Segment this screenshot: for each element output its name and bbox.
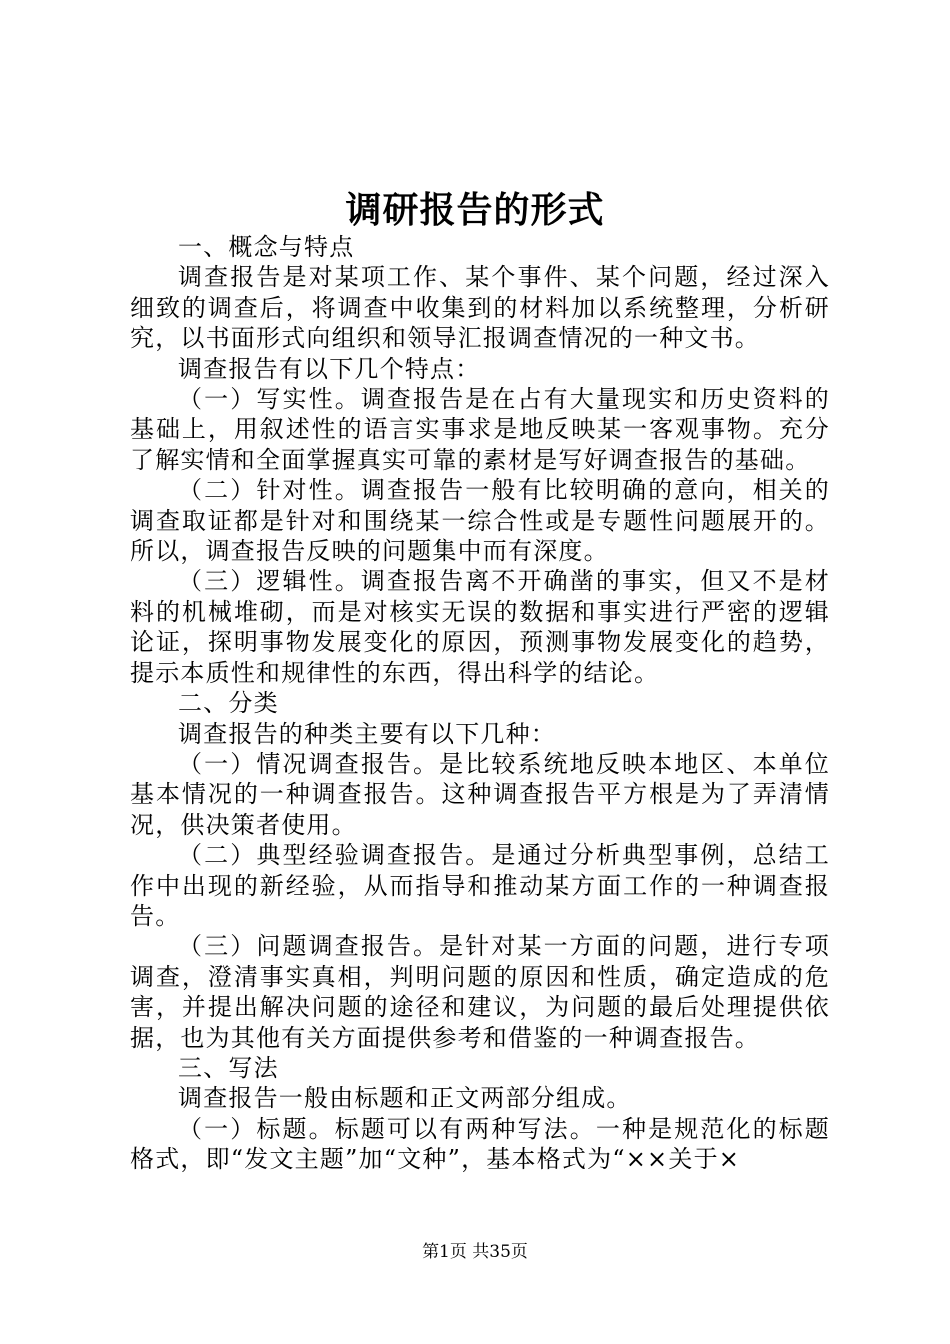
paragraph-section-heading: 二、分类	[178, 689, 279, 718]
document-body	[130, 232, 830, 1175]
paragraph: （三）问题调查报告。是针对某一方面的问题，进行专项调查，澄清事实真相，判明问题的原因和性质，确定造成的危害，并提出解决问题的途径和建议，为问题的最后处理提供依据，也为其他有关方面提供参考和借鉴的一种调查报告。	[130, 932, 830, 1052]
document-title: 调研报告的形式	[345, 189, 605, 231]
page-number-footer: 第1页 共35页	[422, 1242, 528, 1262]
paragraph: 调查报告有以下几个特点：	[178, 354, 481, 383]
paragraph: （一）标题。标题可以有两种写法。一种是规范化的标题格式，即“发文主题”加“文种”，基本格式为“××关于×	[130, 1114, 830, 1174]
paragraph: （二）典型经验调查报告。是通过分析典型事例，总结工作中出现的新经验，从而指导和推动某方面工作的一种调查报告。	[130, 841, 830, 930]
paragraph: （一）情况调查报告。是比较系统地反映本地区、本单位基本情况的一种调查报告。这种调查报告平方根是为了弄清情况，供决策者使用。	[130, 749, 830, 839]
paragraph: （一）写实性。调查报告是在占有大量现实和历史资料的基础上，用叙述性的语言实事求是地反映某一客观事物。充分了解实情和全面掌握真实可靠的素材是写好调查报告的基础。	[130, 385, 830, 474]
paragraph: 调查报告是对某项工作、某个事件、某个问题，经过深入细致的调查后，将调查中收集到的材料加以系统整理，分析研究，以书面形式向组织和领导汇报调查情况的一种文书。	[130, 263, 830, 353]
paragraph-section-heading: 三、写法	[178, 1053, 279, 1082]
paragraph: （三）逻辑性。调查报告离不开确凿的事实，但又不是材料的机械堆砌，而是对核实无误的数据和事实进行严密的逻辑论证，探明事物发展变化的原因，预测事物发展变化的趋势，提示本质性和规律性的东西，得出科学的结论。	[130, 567, 830, 687]
paragraph: 调查报告一般由标题和正文两部分组成。	[178, 1084, 632, 1113]
paragraph: 调查报告的种类主要有以下几种：	[178, 719, 556, 748]
paragraph-section-heading: 一、概念与特点	[178, 233, 355, 261]
paragraph: （二）针对性。调查报告一般有比较明确的意向，相关的调查取证都是针对和围绕某一综合性或是专题性问题展开的。所以，调查报告反映的问题集中而有深度。	[130, 476, 830, 566]
